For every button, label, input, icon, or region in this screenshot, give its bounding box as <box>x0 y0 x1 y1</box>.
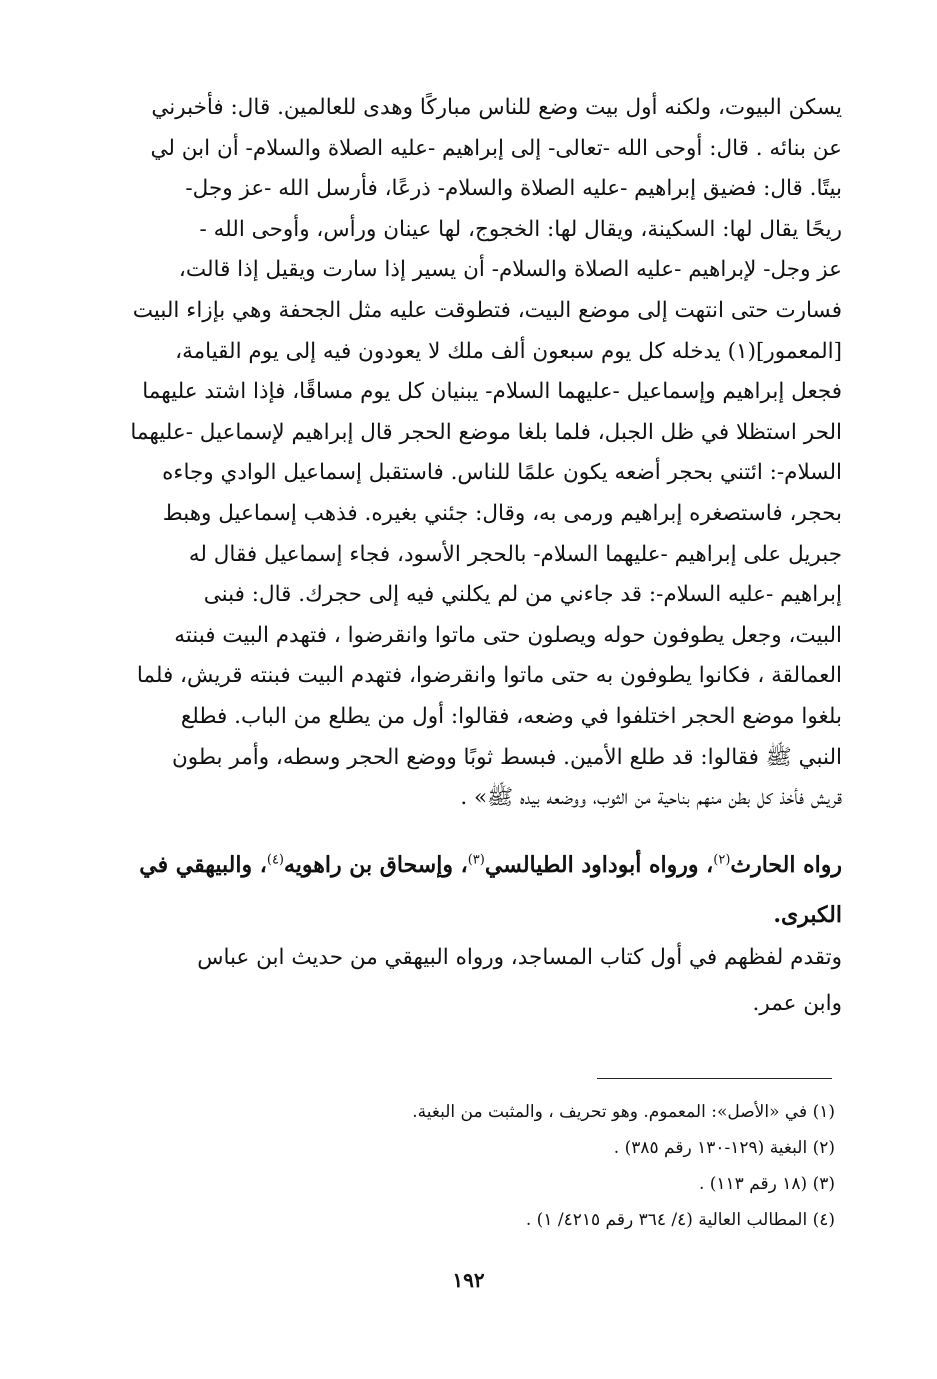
text-line: فجعل إبراهيم وإسماعيل -عليهما السلام- يبنيان كل يوم مساقًا، فإذا اشتد عليهما <box>142 379 842 405</box>
text-line: عز وجل- لإبراهيم -عليه الصلاة والسلام- أن يسير إذا سارت ويقيل إذا قالت، <box>178 257 842 283</box>
note-line: وابن عمر. <box>752 991 842 1016</box>
narration-line <box>72 840 842 890</box>
footnote-ref: (٤) <box>266 852 284 868</box>
footnote: (٤) المطالب العالية (٤/ ٣٦٤ رقم ٤٢١٥/ ١) . <box>525 1210 835 1230</box>
text-line: يسكن البيوت، ولكنه أول بيت وضع للناس مباركًا وهدى للعالمين. قال: فأخبرني <box>151 95 842 120</box>
footnote-ref: (٢) <box>713 852 731 868</box>
footnote-divider <box>597 1078 832 1079</box>
narration-line: الكبرى. <box>773 902 842 928</box>
text-line: النبي ﷺ فقالوا: قد طلع الأمين. فبسط ثوبًا ووضع الحجر وسطه، وأمر بطون <box>172 744 842 770</box>
text-line: السلام-: ائتني بحجر أضعه يكون علمًا للناس. فاستقبل إسماعيل الوادي وجاءه <box>162 460 842 486</box>
text-line: العمالقة ، فكانوا يطوفون به حتى ماتوا وانقرضوا، فتهدم البيت فبنته قريش، فلما <box>136 663 842 689</box>
text-line: [المعمور](١) يدخله كل يوم سبعون ألف ملك لا يعودون فيه إلى يوم القيامة، <box>175 338 842 364</box>
narration-text: رواه الحارث <box>730 852 842 878</box>
text-line: بلغوا موضع الحجر اختلفوا في وضعه، فقالوا: أول من يطلع من الباب. فطلع <box>180 703 842 729</box>
note-paragraph <box>72 935 842 1027</box>
narration-text: ، وإسحاق بن راهويه <box>284 852 468 878</box>
text-line: البيت، وجعل يطوفون حوله ويصلون حتى ماتوا وانقرضوا ، فتهدم البيت فبنته <box>174 622 842 648</box>
text-line: عن بنائه . قال: أوحى الله -تعالى- إلى إبراهيم -عليه الصلاة والسلام- أن ابن لي <box>150 135 842 161</box>
footnote: (١) في «الأصل»: المعموم. وهو تحريف ، والمثبت من البغية. <box>412 1102 835 1122</box>
footnote-ref: (٣) <box>467 852 485 868</box>
text-line: بحجر، فاستصغره إبراهيم ورمى به، وقال: جئني بغيره. فذهب إسماعيل وهبط <box>162 500 842 526</box>
footnote: (٣) (١٨ رقم ١١٣) . <box>698 1174 835 1194</box>
text-line: بيتًا. قال: فضيق إبراهيم -عليه الصلاة والسلام- ذرعًا، فأرسل الله -عز وجل- <box>185 176 842 202</box>
narration-text: ، والبيهقي في <box>139 852 267 878</box>
text-line: إبراهيم -عليه السلام-: قد جاءني من لم يكلني فيه إلى حجرك. قال: فبنى <box>203 582 842 608</box>
footnote: (٢) البغية (١٢٩-١٣٠ رقم ٣٨٥) . <box>613 1138 835 1158</box>
text-line: جبريل على إبراهيم -عليهما السلام- بالحجر الأسود، فجاء إسماعيل فقال له <box>188 541 842 567</box>
narration-paragraph <box>72 840 842 940</box>
note-line: وتقدم لفظهم في أول كتاب المساجد، ورواه البيهقي من حديث ابن عباس <box>197 945 842 970</box>
page-number: ١٩٢ <box>452 1268 485 1292</box>
text-line: فسارت حتى انتهت إلى موضع البيت، فتطوقت عليه مثل الجحفة وهي بإزاء البيت <box>132 297 842 323</box>
main-text-block <box>72 88 842 819</box>
text-line: الحر استظلا في ظل الجبل، فلما بلغا موضع الحجر قال إبراهيم لإسماعيل -عليهما <box>130 419 842 445</box>
narration-text: ، ورواه أبوداود الطيالسي <box>484 852 714 878</box>
text-line: قريش فأخذ كل بطن منهم بناحية من الثوب، ووضعه بيده ﷺ» . <box>460 785 842 811</box>
footnotes <box>300 1094 835 1238</box>
text-line: ريحًا يقال لها: السكينة، ويقال لها: الخجوج، لها عينان ورأس، وأوحى الله - <box>199 216 842 242</box>
